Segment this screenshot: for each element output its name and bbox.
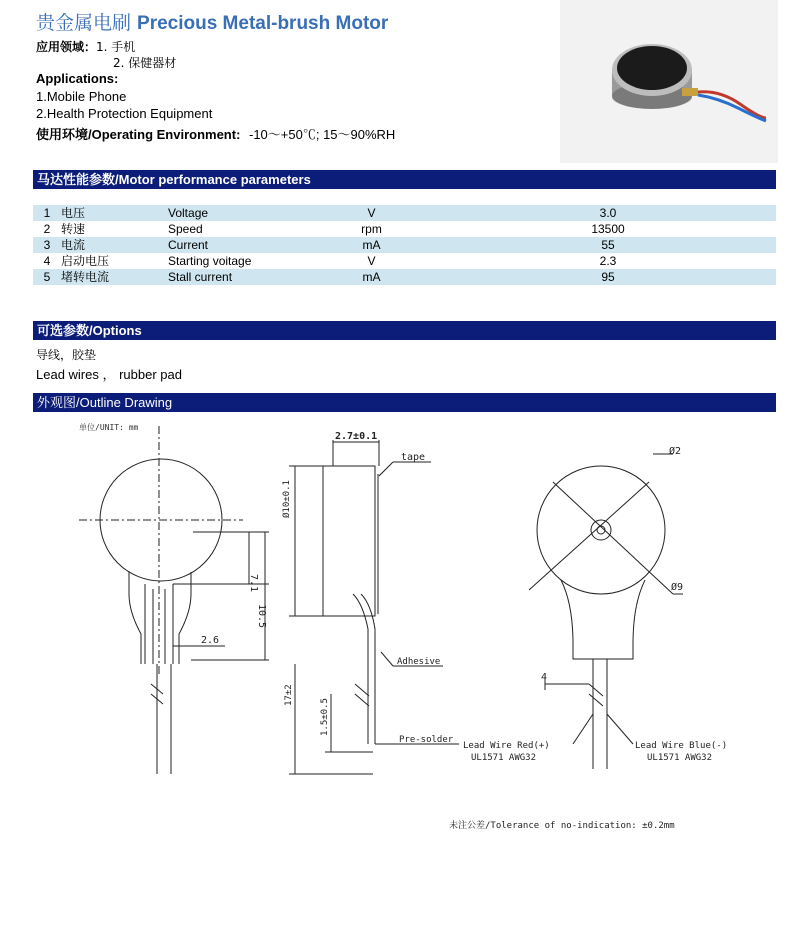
section-performance-en: /Motor performance parameters: [115, 172, 311, 187]
table-row: [33, 237, 776, 253]
lead-red-spec: UL1571 AWG32: [471, 753, 537, 763]
outline-drawing: [33, 414, 776, 844]
dim-d2: Ø2: [669, 446, 682, 457]
title-en: Precious Metal-brush Motor: [137, 13, 389, 34]
dim-thickness: 2.7±0.1: [335, 431, 378, 442]
param-name-en: Current: [168, 237, 303, 253]
lead-blue-spec: UL1571 AWG32: [647, 753, 713, 763]
param-index: 4: [43, 254, 51, 268]
param-unit: mA: [303, 237, 440, 253]
application-field-item-1: 1. 手机: [96, 40, 136, 54]
dim-diameter: Ø10±0.1: [282, 480, 292, 518]
lead-red-label: Lead Wire Red(+): [463, 741, 550, 751]
param-value: 3.0: [440, 205, 776, 221]
parameters-table: [33, 205, 776, 285]
section-outline-cn: 外观图: [37, 396, 77, 411]
back-view-neck: [561, 580, 645, 659]
environment-label: 使用环境/Operating Environment:: [36, 127, 241, 142]
pre-solder-label: Pre-solder: [399, 735, 454, 745]
side-view-body: [323, 466, 375, 616]
dim-17: 17±2: [284, 684, 294, 706]
motor-photo: [560, 0, 778, 163]
section-options: [33, 321, 776, 340]
param-name-en: Starting voitage: [168, 254, 252, 268]
dim-4: 4: [541, 672, 548, 683]
param-name-en: Speed: [168, 222, 203, 236]
param-unit: rpm: [361, 222, 382, 236]
param-index: 3: [33, 237, 61, 253]
param-unit: V: [367, 254, 376, 268]
application-item-2: 2.Health Protection Equipment: [36, 106, 213, 121]
section-outline: [33, 393, 776, 412]
tape-label: tape: [401, 452, 426, 463]
product-title: [36, 8, 388, 35]
dim-1-5: 1.5±0.5: [320, 698, 330, 736]
section-outline-en: /Outline Drawing: [76, 395, 173, 410]
lead-blue-label: Lead Wire Blue(-): [635, 741, 728, 751]
dim-10-5: 10.5: [256, 604, 267, 629]
param-value: 13500: [591, 222, 625, 236]
param-value: 2.3: [599, 254, 617, 268]
application-field-item-2: 2. 保健器材: [113, 56, 177, 70]
param-name-en: Voltage: [168, 205, 303, 221]
param-name-cn: 电流: [61, 237, 168, 253]
application-field-label: 应用领域：: [36, 40, 97, 54]
table-row: [33, 253, 776, 269]
front-view-neck: [129, 572, 191, 664]
application-item-1: 1.Mobile Phone: [36, 89, 127, 104]
applications-label: Applications:: [36, 71, 119, 86]
table-row: [33, 269, 776, 285]
options-en: Lead wires ， rubber pad: [36, 367, 182, 382]
param-name-en: Stall current: [168, 269, 303, 285]
param-unit: V: [303, 205, 440, 221]
table-row: [33, 221, 776, 237]
param-value: 95: [440, 269, 776, 285]
section-options-en: /Options: [89, 323, 142, 338]
options-cn: 导线，胶垫: [36, 348, 97, 362]
title-cn: 贵金属电刷: [36, 12, 132, 34]
param-index: 2: [43, 222, 51, 236]
dim-d9: Ø9: [671, 582, 684, 593]
param-name-cn: 启动电压: [61, 254, 110, 268]
param-index: 1: [33, 205, 61, 221]
param-index: 5: [33, 269, 61, 285]
section-options-cn: 可选参数: [37, 324, 90, 339]
dim-2-6: 2.6: [201, 635, 220, 646]
param-value: 55: [440, 237, 776, 253]
param-unit: mA: [303, 269, 440, 285]
param-name-cn: 转速: [61, 222, 86, 236]
tolerance-note: 未注公差/Tolerance of no-indication: ±0.2mm: [449, 821, 675, 831]
param-name-cn: 堵转电流: [61, 269, 168, 285]
param-name-cn: 电压: [61, 205, 168, 221]
section-performance: [33, 170, 776, 189]
environment-value: -10～+50℃; 15～90%RH: [249, 127, 396, 142]
section-performance-cn: 马达性能参数: [37, 173, 116, 188]
adhesive-label: Adhesive: [397, 657, 441, 667]
dim-7-1: 7.1: [248, 574, 259, 593]
table-row: [33, 205, 776, 221]
unit-label: 单位/UNIT: mm: [79, 423, 139, 432]
